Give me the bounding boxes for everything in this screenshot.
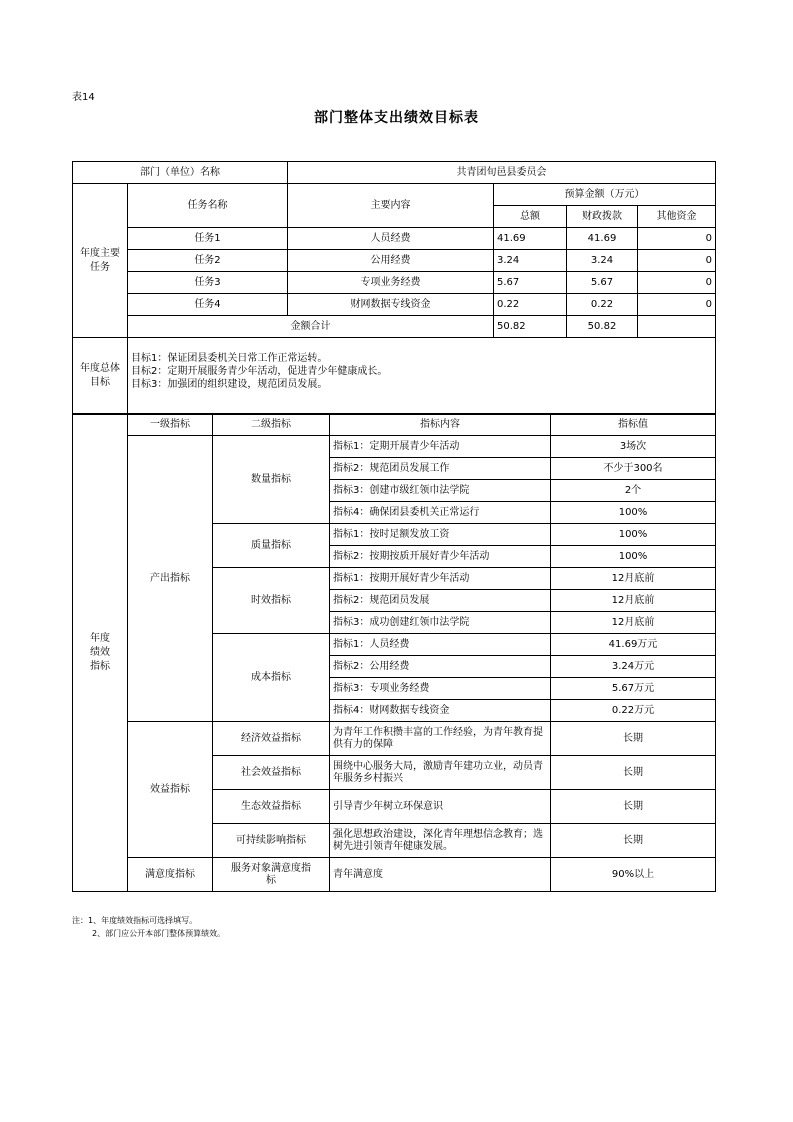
indicator-content: 指标1：按时足额发放工资 <box>330 524 551 546</box>
task-fiscal: 5.67 <box>567 272 638 294</box>
table-row <box>73 272 716 294</box>
annual-main-tasks-label: 年度主要任务 <box>73 184 128 338</box>
cost-indicator-label: 成本指标 <box>213 634 330 722</box>
budget-amount-header: 预算金额（万元） <box>494 184 716 206</box>
footnotes <box>72 914 225 940</box>
task-name: 任务2 <box>128 250 288 272</box>
table-row <box>73 436 716 458</box>
indicator-content: 引导青少年树立环保意识 <box>330 790 551 824</box>
indicator-content: 为青年工作积攒丰富的工作经验，为青年教育提供有力的保障 <box>330 722 551 756</box>
indicator-value: 0.22万元 <box>551 700 716 722</box>
indicator-value: 100% <box>551 502 716 524</box>
col-other-header: 其他资金 <box>638 206 716 228</box>
time-indicator-label: 时效指标 <box>213 568 330 634</box>
overall-goals <box>128 338 716 415</box>
indicator-value: 100% <box>551 524 716 546</box>
indicator-content: 指标1：按期开展好青少年活动 <box>330 568 551 590</box>
benefit-name: 可持续影响指标 <box>213 824 330 858</box>
benefit-name: 生态效益指标 <box>213 790 330 824</box>
indicator-content: 围绕中心服务大局，激励青年建功立业，动员青年服务乡村振兴 <box>330 756 551 790</box>
indicator-content: 指标4：确保团县委机关正常运行 <box>330 502 551 524</box>
table-row <box>73 228 716 250</box>
indicator-value: 3场次 <box>551 436 716 458</box>
table-row <box>73 858 716 892</box>
sum-total: 50.82 <box>494 316 567 338</box>
value-header: 指标值 <box>551 414 716 436</box>
goal-2: 目标2：定期开展服务青少年活动，促进青少年健康成长。 <box>131 366 388 377</box>
indicator-value: 5.67万元 <box>551 678 716 700</box>
task-total: 3.24 <box>494 250 567 272</box>
output-indicator-label: 产出指标 <box>128 436 213 722</box>
footnote-1: 注：1、年度绩效指标可选择填写。 <box>72 916 198 925</box>
footnote-2: 2、部门应公开本部门整体预算绩效。 <box>92 929 226 938</box>
benefit-name: 社会效益指标 <box>213 756 330 790</box>
task-total: 41.69 <box>494 228 567 250</box>
indicator-value: 12月底前 <box>551 612 716 634</box>
benefit-indicator-label: 效益指标 <box>128 722 213 858</box>
task-total: 5.67 <box>494 272 567 294</box>
main-content-header: 主要内容 <box>288 184 494 228</box>
task-other: 0 <box>638 250 716 272</box>
content-header: 指标内容 <box>330 414 551 436</box>
quantity-indicator-label: 数量指标 <box>213 436 330 524</box>
satisfaction-indicator-label: 满意度指标 <box>128 858 213 892</box>
col-total-header: 总额 <box>494 206 567 228</box>
table-row <box>73 294 716 316</box>
dept-name-label: 部门（单位）名称 <box>73 162 288 184</box>
indicator-value: 长期 <box>551 756 716 790</box>
indicator-content: 指标2：按期按质开展好青少年活动 <box>330 546 551 568</box>
indicator-value: 长期 <box>551 824 716 858</box>
task-name: 任务3 <box>128 272 288 294</box>
indicator-content: 指标2：规范团员发展 <box>330 590 551 612</box>
task-content: 人员经费 <box>288 228 494 250</box>
indicator-value: 90%以上 <box>551 858 716 892</box>
sum-other <box>638 316 716 338</box>
indicator-content: 指标2：规范团员发展工作 <box>330 458 551 480</box>
indicator-content: 指标3：创建市级红领巾法学院 <box>330 480 551 502</box>
indicator-content: 青年满意度 <box>330 858 551 892</box>
task-content: 财网数据专线资金 <box>288 294 494 316</box>
table-row <box>73 722 716 756</box>
indicator-value: 100% <box>551 546 716 568</box>
indicator-value: 41.69万元 <box>551 634 716 656</box>
overall-goal-label: 年度总体目标 <box>73 338 128 415</box>
task-fiscal: 41.69 <box>567 228 638 250</box>
indicator-value: 不少于300名 <box>551 458 716 480</box>
sum-fiscal: 50.82 <box>567 316 638 338</box>
task-content: 专项业务经费 <box>288 272 494 294</box>
indicator-content: 指标2：公用经费 <box>330 656 551 678</box>
indicator-value: 12月底前 <box>551 590 716 612</box>
dept-name-value: 共青团旬邑县委员会 <box>288 162 716 184</box>
budget-table <box>72 161 716 415</box>
goal-1: 目标1：保证团县委机关日常工作正常运转。 <box>131 353 328 364</box>
indicator-content: 强化思想政治建设，深化青年理想信念教育；选树先进引领青年健康发展。 <box>330 824 551 858</box>
indicator-value: 3.24万元 <box>551 656 716 678</box>
performance-table <box>72 413 716 892</box>
indicator-value: 长期 <box>551 722 716 756</box>
task-other: 0 <box>638 294 716 316</box>
indicator-content: 指标4：财网数据专线资金 <box>330 700 551 722</box>
sum-label: 金额合计 <box>128 316 494 338</box>
page-title: 部门整体支出绩效目标表 <box>314 110 479 126</box>
indicator-value: 2个 <box>551 480 716 502</box>
benefit-name: 经济效益指标 <box>213 722 330 756</box>
indicator-content: 指标1：定期开展青少年活动 <box>330 436 551 458</box>
indicator-value: 12月底前 <box>551 568 716 590</box>
task-other: 0 <box>638 228 716 250</box>
table-number-label: 表14 <box>72 92 95 103</box>
task-name: 任务1 <box>128 228 288 250</box>
task-fiscal: 0.22 <box>567 294 638 316</box>
task-total: 0.22 <box>494 294 567 316</box>
task-name-header: 任务名称 <box>128 184 288 228</box>
indicator-content: 指标3：成功创建红领巾法学院 <box>330 612 551 634</box>
task-fiscal: 3.24 <box>567 250 638 272</box>
task-other: 0 <box>638 272 716 294</box>
task-content: 公用经费 <box>288 250 494 272</box>
indicator-content: 指标3：专项业务经费 <box>330 678 551 700</box>
annual-performance-label: 年度绩效指标 <box>73 414 128 892</box>
indicator-content: 指标1：人员经费 <box>330 634 551 656</box>
table-row <box>73 250 716 272</box>
quality-indicator-label: 质量指标 <box>213 524 330 568</box>
indicator-value: 长期 <box>551 790 716 824</box>
goal-3: 目标3：加强团的组织建设，规范团员发展。 <box>131 379 328 390</box>
level2-header: 二级指标 <box>213 414 330 436</box>
level1-header: 一级指标 <box>128 414 213 436</box>
task-name: 任务4 <box>128 294 288 316</box>
col-fiscal-header: 财政拨款 <box>567 206 638 228</box>
satisfaction-name: 服务对象满意度指标 <box>213 858 330 892</box>
